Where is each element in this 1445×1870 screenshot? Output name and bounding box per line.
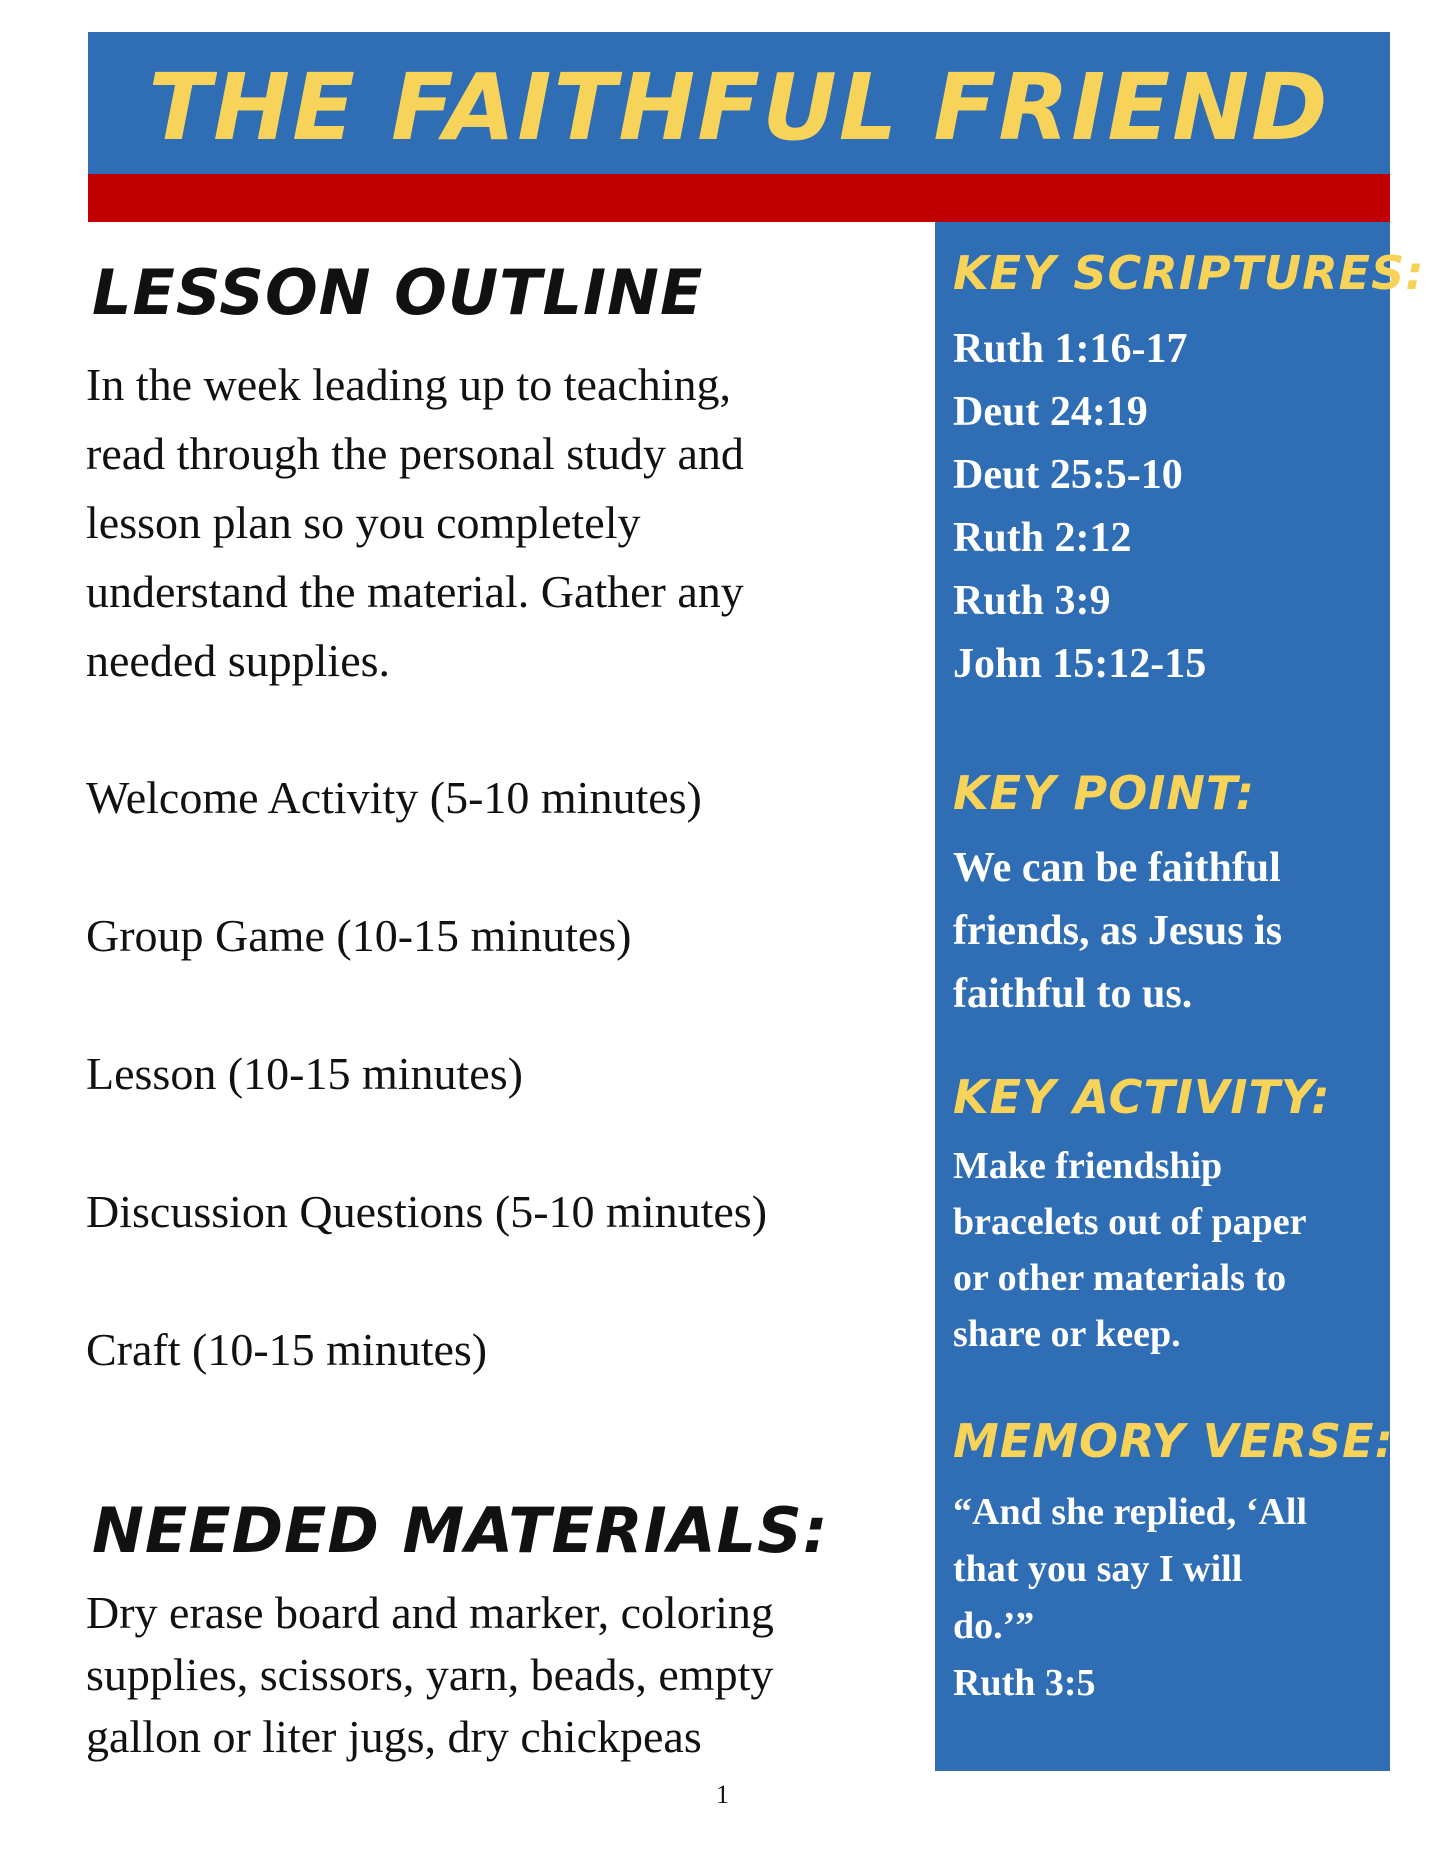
scripture-item: Ruth 2:12 [953, 515, 1132, 561]
needed-materials-heading: NEEDED MATERIALS: [92, 1494, 829, 1567]
key-scriptures-heading: KEY SCRIPTURES: [953, 246, 1425, 300]
key-point-heading: KEY POINT: [953, 766, 1256, 820]
key-activity-heading: KEY ACTIVITY: [953, 1070, 1331, 1124]
memory-verse-text: “And she replied, ‘All that you say I will do.’” [953, 1491, 1308, 1647]
key-point-text: We can be faithful friends, as Jesus is faithful to us. [953, 845, 1283, 1017]
key-activity-text: Make friendship bracelets out of paper or other materials to share or keep. [953, 1145, 1307, 1355]
lesson-outline-heading: LESSON OUTLINE [92, 256, 704, 329]
schedule-item: Lesson (10-15 minutes) [86, 1048, 523, 1099]
scripture-list [953, 318, 1206, 696]
lesson-outline-intro: In the week leading up to teaching, read through the personal study and lesson plan so you completely understand the material. Gather any needed supplies. [86, 359, 744, 686]
schedule-item: Craft (10-15 minutes) [86, 1324, 488, 1375]
scripture-item: Deut 24:19 [953, 389, 1148, 435]
page-number: 1 [716, 1780, 729, 1809]
scripture-item: Ruth 3:9 [953, 578, 1111, 624]
title-banner [88, 32, 1390, 174]
schedule-item: Discussion Questions (5-10 minutes) [86, 1186, 768, 1237]
memory-verse-reference: Ruth 3:5 [953, 1662, 1096, 1704]
page-title: THE FAITHFUL FRIEND [148, 54, 1330, 161]
key-info-sidebar [935, 222, 1425, 1771]
scripture-item: Ruth 1:16-17 [953, 326, 1188, 372]
needed-materials-text: Dry erase board and marker, coloring supplies, scissors, yarn, beads, empty gallon or liter jugs, dry chickpeas [86, 1587, 774, 1762]
schedule-item: Welcome Activity (5-10 minutes) [86, 772, 702, 823]
title-underline-bar [88, 174, 1390, 222]
schedule-item: Group Game (10-15 minutes) [86, 910, 632, 961]
memory-verse-heading: MEMORY VERSE: [953, 1414, 1394, 1468]
scripture-item: Deut 25:5-10 [953, 452, 1183, 498]
scripture-item: John 15:12-15 [953, 641, 1207, 687]
